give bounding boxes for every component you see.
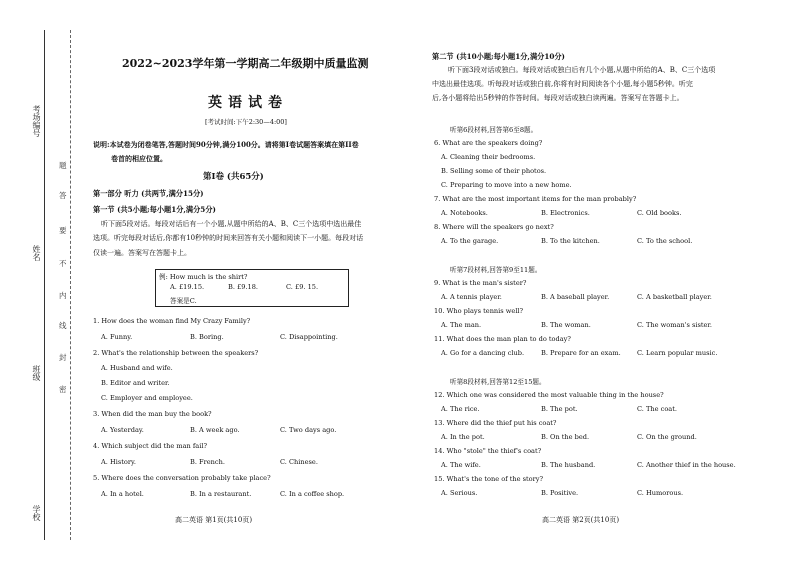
option-14a: A. The wife. (441, 461, 481, 469)
section1-title: 第一部分 听力 (共两节,满分15分) (93, 189, 204, 198)
option-9c: C. A basketball player. (637, 293, 712, 301)
seal-char: 封 (59, 353, 67, 362)
option-11b: B. Prepare for an exam. (541, 349, 621, 357)
option-15b: B. Positive. (541, 489, 579, 497)
question-5: 5. Where does the conversation probably take place? (93, 474, 271, 482)
option-8a: A. To the garage. (441, 237, 499, 245)
instruction-line: 听下面5段对话。每段对话后有一个小题,从题中所给的A、B、C三个选项中选出最佳 (101, 220, 362, 228)
option-3c: C. Two days ago. (280, 426, 337, 434)
question-1: 1. How does the woman find My Crazy Family? (93, 317, 251, 325)
instruction-line: 选项。听完每段对话后,你都有10秒钟的时间来回答有关小题和阅读下一小题。每段对话 (93, 234, 364, 242)
option-1a: A. Funny. (101, 333, 133, 341)
page-footer-left: 高二英语 第1页(共10页) (175, 516, 253, 524)
option-14b: B. The husband. (541, 461, 596, 469)
option-12a: A. The rice. (441, 405, 480, 413)
option-5b: B. In a restaurant. (190, 490, 252, 498)
example-option: C. £9. 15. (286, 283, 319, 291)
exam-number-label: 考场编号 (32, 105, 41, 137)
option-13c: C. On the ground. (637, 433, 697, 441)
question-3: 3. When did the man buy the book? (93, 410, 212, 418)
school-label: 学校 (32, 505, 41, 521)
subsection1-title: 第一节 (共5小题;每小题1分,满分5分) (93, 205, 216, 214)
option-6c: C. Preparing to move into a new home. (441, 181, 572, 189)
option-7c: C. Old books. (637, 209, 682, 217)
option-13b: B. On the bed. (541, 433, 590, 441)
exam-note-cont: 卷首的相应位置。 (111, 154, 167, 163)
option-12b: B. The pot. (541, 405, 578, 413)
option-1c: C. Disappointing. (280, 333, 338, 341)
seal-char: 密 (59, 385, 67, 394)
question-12: 12. Which one was considered the most valuable thing in the house? (434, 391, 664, 399)
option-5a: A. In a hotel. (101, 490, 144, 498)
exam-note: 说明:本试卷为闭卷笔答,答题时间90分钟,满分100分。请将第I卷试题答案填在第II卷 (93, 140, 359, 149)
option-10c: C. The woman's sister. (637, 321, 712, 329)
question-10: 10. Who plays tennis well? (434, 307, 524, 315)
option-10a: A. The man. (441, 321, 482, 329)
option-1b: B. Boring. (190, 333, 224, 341)
question-11: 11. What does the man plan to do today? (434, 335, 571, 343)
question-14: 14. Who "stole" the thief's coat? (434, 447, 542, 455)
subsection2-title: 第二节 (共10小题;每小题1分,满分10分) (432, 52, 565, 61)
option-12c: C. The coat. (637, 405, 677, 413)
option-8b: B. To the kitchen. (541, 237, 600, 245)
seal-char: 要 (59, 226, 67, 235)
option-4a: A. History. (101, 458, 136, 466)
question-4: 4. Which subject did the man fail? (93, 442, 207, 450)
part1-title: 第I卷 (共65分) (203, 172, 264, 182)
option-3b: B. A week ago. (190, 426, 240, 434)
name-label: 姓名 (32, 245, 41, 261)
seal-char: 内 (59, 291, 67, 300)
instruction-line: 中选出最佳选项。听每段对话或独白前,你将有时间阅读各个小题,每小题5秒钟。听完 (432, 80, 693, 88)
instruction-line: 仅读一遍。答案写在答题卡上。 (93, 249, 191, 257)
question-7: 7. What are the most important items for the man probably? (434, 195, 637, 203)
instruction-line: 后,各小题将给出5秒钟的作答时间。每段对话或独白读两遍。答案写在答题卡上。 (432, 94, 684, 102)
margin-seal-line (70, 30, 71, 540)
example-option: B. £9.18. (228, 283, 259, 291)
example-answer: 答案是C. (170, 297, 197, 305)
option-13a: A. In the pot. (441, 433, 485, 441)
option-6a: A. Cleaning their bedrooms. (441, 153, 536, 161)
question-2: 2. What's the relationship between the speakers? (93, 349, 259, 357)
question-15: 15. What's the tone of the story? (434, 475, 544, 483)
option-2c: C. Employer and employee. (101, 394, 193, 402)
question-13: 13. Where did the thief put his coat? (434, 419, 557, 427)
page-footer-right: 高二英语 第2页(共10页) (542, 516, 620, 524)
binding-margin (0, 0, 82, 562)
option-2b: B. Editor and writer. (101, 379, 170, 387)
option-7a: A. Notebooks. (441, 209, 488, 217)
option-8c: C. To the school. (637, 237, 693, 245)
group-7-instruction: 听第7段材料,回答第9至11题。 (450, 266, 542, 274)
example-question: 例: How much is the shirt? (159, 273, 248, 281)
option-9a: A. A tennis player. (441, 293, 502, 301)
option-15c: C. Humorous. (637, 489, 684, 497)
example-option: A. £19.15. (170, 283, 205, 291)
question-8: 8. Where will the speakers go next? (434, 223, 554, 231)
option-6b: B. Selling some of their photos. (441, 167, 547, 175)
option-15a: A. Serious. (441, 489, 478, 497)
option-4c: C. Chinese. (280, 458, 318, 466)
option-3a: A. Yesterday. (101, 426, 144, 434)
question-6: 6. What are the speakers doing? (434, 139, 543, 147)
seal-char: 不 (59, 259, 67, 268)
subject-title: 英语试卷 (208, 95, 288, 111)
class-label: 班级 (32, 365, 41, 381)
option-7b: B. Electronics. (541, 209, 590, 217)
option-2a: A. Husband and wife. (101, 364, 173, 372)
margin-solid-line (44, 30, 45, 540)
option-10b: B. The woman. (541, 321, 591, 329)
option-9b: B. A baseball player. (541, 293, 610, 301)
group-6-instruction: 听第6段材料,回答第6至8题。 (450, 126, 538, 134)
question-9: 9. What is the man's sister? (434, 279, 527, 287)
seal-char: 题 (59, 161, 67, 170)
instruction-line: 听下面3段对话或独白。每段对话或独白后有几个小题,从题中所给的A、B、C三个选项 (448, 66, 716, 74)
seal-char: 线 (59, 321, 67, 330)
option-14c: C. Another thief in the house. (637, 461, 736, 469)
exam-time: [考试时间:下午2:30—4:00] (205, 118, 287, 126)
option-4b: B. French. (190, 458, 225, 466)
option-11a: A. Go for a dancing club. (441, 349, 525, 357)
option-5c: C. In a coffee shop. (280, 490, 345, 498)
seal-char: 答 (59, 191, 67, 200)
option-11c: C. Learn popular music. (637, 349, 718, 357)
group-8-instruction: 听第8段材料,回答第12至15题。 (450, 378, 546, 386)
exam-title: 2022~2023学年第一学期高二年级期中质量监测 (122, 57, 369, 70)
